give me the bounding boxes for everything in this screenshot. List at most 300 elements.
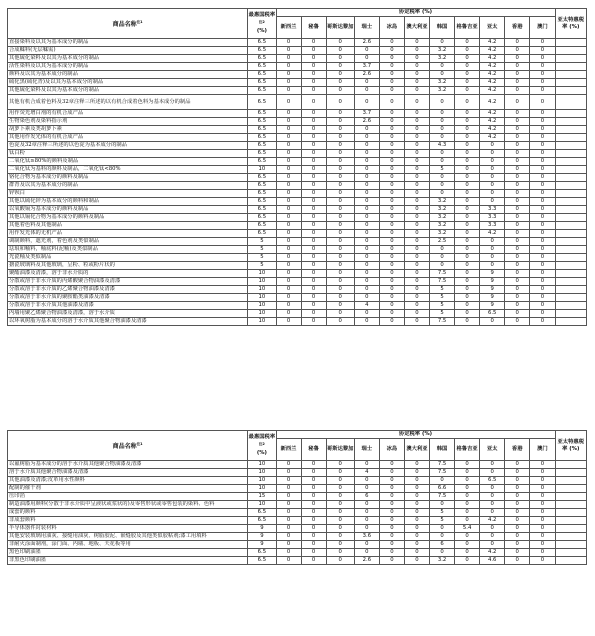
rate-cell: 0 <box>354 95 379 110</box>
country-header: 冰岛 <box>379 17 404 39</box>
rate-cell: 0 <box>301 525 326 533</box>
rate-cell: 2.6 <box>354 71 379 79</box>
rate-cell: 4 <box>354 469 379 477</box>
table-row <box>8 182 587 190</box>
rate-cell: 0 <box>505 557 530 565</box>
table-row <box>8 47 587 55</box>
rate-cell: 0 <box>530 118 555 126</box>
rate-cell: 0 <box>455 238 480 246</box>
country-header: 秘鲁 <box>301 439 326 461</box>
rate-cell: 6.6 <box>430 485 455 493</box>
table-row <box>8 71 587 79</box>
rate-cell: 0 <box>301 182 326 190</box>
rate-cell <box>555 190 587 198</box>
rate-cell <box>555 501 587 509</box>
rate-cell: 6.5 <box>248 150 276 158</box>
rate-cell: 0 <box>379 549 404 557</box>
table-row <box>8 150 587 158</box>
product-name-cell: 直接染料及以其为基本成分的制品 <box>8 39 248 47</box>
rate-cell <box>555 469 587 477</box>
rate-cell <box>555 142 587 150</box>
rate-cell: 0 <box>480 262 505 270</box>
rate-cell <box>555 87 587 95</box>
rate-cell: 10 <box>248 469 276 477</box>
rate-cell: 0 <box>505 142 530 150</box>
table-row <box>8 118 587 126</box>
rate-cell: 5 <box>248 254 276 262</box>
rate-cell: 0 <box>430 190 455 198</box>
rate-cell: 5.4 <box>455 525 480 533</box>
rate-cell: 0 <box>276 493 301 501</box>
rate-cell: 0 <box>455 198 480 206</box>
rate-cell: 3.6 <box>354 533 379 541</box>
rate-cell: 0 <box>404 541 429 549</box>
rate-cell: 0 <box>276 150 301 158</box>
rate-cell: 0 <box>404 142 429 150</box>
rate-cell: 0 <box>379 206 404 214</box>
rate-cell: 0 <box>301 158 326 166</box>
rate-cell: 9 <box>248 525 276 533</box>
rate-cell: 0 <box>455 55 480 63</box>
rate-cell: 0 <box>276 501 301 509</box>
rate-cell: 5 <box>430 286 455 294</box>
country-header: 澳大利亚 <box>404 17 429 39</box>
rate-cell: 0 <box>276 557 301 565</box>
rate-cell: 0 <box>379 485 404 493</box>
rate-cell: 0 <box>276 222 301 230</box>
rate-cell: 0 <box>301 557 326 565</box>
apta-header: 亚太特惠税率 (%) <box>555 9 587 39</box>
rate-cell: 0 <box>301 485 326 493</box>
rate-cell: 0 <box>480 238 505 246</box>
rate-cell: 9 <box>480 294 505 302</box>
product-name-cell: 颜料及以其为基本成分的制品 <box>8 71 248 79</box>
rate-cell: 5 <box>248 246 276 254</box>
rate-cell <box>555 182 587 190</box>
rate-cell <box>555 270 587 278</box>
rate-cell: 9 <box>480 270 505 278</box>
table-row <box>8 286 587 294</box>
country-header: 韩国 <box>430 17 455 39</box>
rate-cell: 0 <box>379 517 404 525</box>
rate-cell: 0 <box>354 549 379 557</box>
rate-cell: 0 <box>301 477 326 485</box>
name-header: 商品名称$^{注1}$ <box>8 9 248 39</box>
rate-cell: 0 <box>301 541 326 549</box>
rate-cell: 0 <box>530 533 555 541</box>
rate-cell: 0 <box>379 525 404 533</box>
rate-cell: 0 <box>326 79 354 87</box>
rate-cell: 0 <box>301 318 326 326</box>
rate-cell: 6.5 <box>248 118 276 126</box>
rate-cell: 0 <box>455 278 480 286</box>
rate-cell: 0 <box>326 39 354 47</box>
rate-cell: 7.5 <box>430 318 455 326</box>
rate-cell: 0 <box>480 166 505 174</box>
rate-cell: 0 <box>276 110 301 118</box>
country-header: 澳大利亚 <box>404 439 429 461</box>
rate-cell: 6.5 <box>248 174 276 182</box>
rate-cell: 0 <box>430 477 455 485</box>
rate-cell: 5 <box>430 294 455 302</box>
rate-cell: 0 <box>326 541 354 549</box>
rate-cell: 0 <box>379 230 404 238</box>
rate-cell: 0 <box>354 214 379 222</box>
rate-cell: 0 <box>404 493 429 501</box>
product-name-cell: 其他硫化染料及以其为基本成分的制品 <box>8 55 248 63</box>
rate-cell: 0 <box>430 126 455 134</box>
product-name-cell: 以氧酸镉为基本成分的颜料及制品 <box>8 206 248 214</box>
rate-cell: 0 <box>404 469 429 477</box>
rate-cell: 6.5 <box>248 47 276 55</box>
rate-cell: 0 <box>301 238 326 246</box>
rate-cell: 0 <box>505 87 530 95</box>
rate-cell: 0 <box>404 294 429 302</box>
product-name-cell: 用作发光体的无机产品 <box>8 230 248 238</box>
rate-cell: 0 <box>379 95 404 110</box>
rate-cell: 0 <box>301 174 326 182</box>
rate-cell: 2.6 <box>354 557 379 565</box>
product-name-cell: 分散或溶于非水介质的丙烯酸聚合物油漆及清漆 <box>8 278 248 286</box>
rate-cell: 0 <box>379 557 404 565</box>
table-row <box>8 541 587 549</box>
product-name-cell: 压印箔 <box>8 493 248 501</box>
rate-cell: 6 <box>354 493 379 501</box>
rate-cell: 6.5 <box>248 55 276 63</box>
rate-cell: 0 <box>530 557 555 565</box>
rate-cell: 0 <box>379 47 404 55</box>
rate-cell: 0 <box>480 182 505 190</box>
rate-cell: 0 <box>354 525 379 533</box>
country-header: 亚太 <box>480 17 505 39</box>
rate-cell <box>555 493 587 501</box>
rate-cell <box>555 222 587 230</box>
rate-cell: 0 <box>326 71 354 79</box>
table-row <box>8 517 587 525</box>
rate-cell: 0 <box>276 469 301 477</box>
rate-cell: 4.2 <box>480 47 505 55</box>
table-row <box>8 270 587 278</box>
table-row <box>8 222 587 230</box>
rate-cell <box>555 134 587 142</box>
rate-cell: 0 <box>326 501 354 509</box>
rate-cell: 0 <box>505 174 530 182</box>
rate-cell <box>555 533 587 541</box>
rate-cell <box>555 525 587 533</box>
rate-cell: 0 <box>301 63 326 71</box>
rate-cell: 0 <box>404 55 429 63</box>
rate-cell: 0 <box>326 150 354 158</box>
rate-cell <box>555 318 587 326</box>
rate-cell: 0 <box>530 485 555 493</box>
rate-cell: 0 <box>505 230 530 238</box>
rate-cell: 0 <box>530 238 555 246</box>
rate-cell: 10 <box>248 477 276 485</box>
rate-cell: 0 <box>430 182 455 190</box>
product-name-cell: 其他硫化染料及以其为基本成分的制品 <box>8 87 248 95</box>
product-name-cell: 成套的颜料 <box>8 509 248 517</box>
rate-cell: 0 <box>326 47 354 55</box>
rate-cell: 0 <box>480 158 505 166</box>
rate-cell: 0 <box>354 206 379 214</box>
rate-cell: 0 <box>276 190 301 198</box>
rate-cell: 0 <box>505 493 530 501</box>
rate-cell: 0 <box>354 238 379 246</box>
rate-cell: 0 <box>379 302 404 310</box>
rate-cell: 15 <box>248 493 276 501</box>
table-row <box>8 549 587 557</box>
rate-cell: 9 <box>480 286 505 294</box>
rate-cell: 0 <box>276 126 301 134</box>
rate-cell: 0 <box>505 461 530 469</box>
rate-cell: 0 <box>379 222 404 230</box>
rate-cell: 0 <box>276 206 301 214</box>
rate-cell: 2.6 <box>354 39 379 47</box>
rate-cell: 0 <box>379 310 404 318</box>
rate-cell: 6.5 <box>248 63 276 71</box>
rate-cell: 0 <box>430 63 455 71</box>
rate-cell: 0 <box>354 150 379 158</box>
rate-cell: 0 <box>455 134 480 142</box>
rate-cell: 0 <box>404 63 429 71</box>
rate-cell: 0 <box>505 71 530 79</box>
rate-cell: 0 <box>455 254 480 262</box>
table-row <box>8 63 587 71</box>
rate-cell: 0 <box>530 262 555 270</box>
rate-cell: 0 <box>326 110 354 118</box>
rate-cell <box>555 47 587 55</box>
rate-cell: 0 <box>379 87 404 95</box>
rate-cell: 10 <box>248 318 276 326</box>
product-name-cell: 溶于水介质其他聚合物油漆及清漆 <box>8 469 248 477</box>
rate-cell: 0 <box>326 190 354 198</box>
rate-cell: 5 <box>430 302 455 310</box>
rate-cell: 0 <box>301 469 326 477</box>
rate-cell: 0 <box>480 254 505 262</box>
rate-cell: 0 <box>505 214 530 222</box>
rate-cell: 0 <box>404 525 429 533</box>
rate-cell: 10 <box>248 166 276 174</box>
table-row <box>8 557 587 565</box>
rate-cell <box>555 110 587 118</box>
rate-cell: 0 <box>301 509 326 517</box>
rate-cell: 0 <box>530 158 555 166</box>
rate-cell: 0 <box>301 166 326 174</box>
rate-cell: 0 <box>276 549 301 557</box>
table-row <box>8 110 587 118</box>
rate-cell: 0 <box>276 87 301 95</box>
rate-cell: 0 <box>530 190 555 198</box>
rate-cell: 0 <box>354 501 379 509</box>
rate-cell: 0 <box>480 509 505 517</box>
rate-cell: 0 <box>326 142 354 150</box>
rate-cell: 7.5 <box>430 270 455 278</box>
rate-cell: 0 <box>326 318 354 326</box>
rate-cell: 0 <box>530 79 555 87</box>
rate-cell: 0 <box>404 110 429 118</box>
rate-cell: 6.5 <box>480 310 505 318</box>
rate-cell: 4.2 <box>480 39 505 47</box>
rate-cell: 0 <box>530 270 555 278</box>
rate-cell: 0 <box>530 174 555 182</box>
rate-cell: 0 <box>301 206 326 214</box>
rate-cell: 0 <box>530 110 555 118</box>
rate-cell: 6.5 <box>248 126 276 134</box>
rate-cell: 0 <box>505 278 530 286</box>
rate-cell: 0 <box>301 294 326 302</box>
rate-cell: 0 <box>455 63 480 71</box>
rate-cell: 0 <box>530 142 555 150</box>
rate-cell: 0 <box>505 222 530 230</box>
rate-cell: 0 <box>455 485 480 493</box>
rate-cell: 0 <box>404 47 429 55</box>
rate-cell: 0 <box>326 166 354 174</box>
rate-cell: 0 <box>480 318 505 326</box>
product-name-cell: 合成鞣料(无层鞣需) <box>8 47 248 55</box>
rate-cell: 0 <box>354 254 379 262</box>
rate-cell: 0 <box>530 198 555 206</box>
rate-cell: 6.5 <box>248 39 276 47</box>
rate-cell: 0 <box>276 95 301 110</box>
rate-cell: 5 <box>430 509 455 517</box>
rate-cell: 0 <box>505 533 530 541</box>
rate-cell: 0 <box>354 517 379 525</box>
rate-cell: 0 <box>505 485 530 493</box>
table-row <box>8 254 587 262</box>
tariff-table-2 <box>7 430 587 565</box>
rate-cell: 0 <box>379 493 404 501</box>
rate-cell: 0 <box>354 286 379 294</box>
rate-cell: 0 <box>326 55 354 63</box>
rate-cell <box>555 71 587 79</box>
rate-cell: 0 <box>301 302 326 310</box>
rate-cell: 0 <box>455 222 480 230</box>
rate-cell: 0 <box>379 55 404 63</box>
rate-cell: 6.5 <box>248 549 276 557</box>
rate-cell: 0 <box>326 286 354 294</box>
rate-cell: 0 <box>480 142 505 150</box>
product-name-cell: 色淀及32章注释三所述的以色淀为基本成分的制品 <box>8 142 248 150</box>
rate-cell: 0 <box>379 318 404 326</box>
rate-cell: 0 <box>354 55 379 63</box>
rate-cell: 0 <box>276 39 301 47</box>
table-row <box>8 79 587 87</box>
rate-cell: 4.2 <box>480 71 505 79</box>
rate-cell: 0 <box>480 501 505 509</box>
rate-cell: 6.5 <box>248 206 276 214</box>
rate-cell: 0 <box>530 246 555 254</box>
rate-cell <box>555 262 587 270</box>
agreement-header: 协定税率 (%) <box>276 9 555 17</box>
rate-cell: 0 <box>301 493 326 501</box>
rate-cell: 0 <box>276 246 301 254</box>
rate-cell: 0 <box>354 270 379 278</box>
country-header: 新西兰 <box>276 439 301 461</box>
rate-cell: 0 <box>530 230 555 238</box>
rate-cell: 2.5 <box>430 238 455 246</box>
mfn-header: 最惠国税率$^{注2}$ (%) <box>248 431 276 461</box>
rate-cell: 0 <box>354 485 379 493</box>
rate-cell: 0 <box>530 47 555 55</box>
rate-cell: 0 <box>530 206 555 214</box>
product-name-cell: 黑色印刷油墨 <box>8 549 248 557</box>
rate-cell: 0 <box>404 477 429 485</box>
rate-cell: 0 <box>301 286 326 294</box>
rate-cell: 0 <box>530 286 555 294</box>
product-name-cell: 二氧化钛为基料的颜料及制品，二氧化钛<80% <box>8 166 248 174</box>
rate-cell: 6.5 <box>248 134 276 142</box>
rate-cell: 0 <box>455 557 480 565</box>
rate-cell: 6.5 <box>248 517 276 525</box>
rate-cell: 0 <box>301 71 326 79</box>
product-name-cell: 用作荧光增白剂的有机合成产品 <box>8 110 248 118</box>
rate-cell: 0 <box>404 557 429 565</box>
rate-cell: 0 <box>326 509 354 517</box>
rate-cell: 4.2 <box>480 118 505 126</box>
table-row <box>8 142 587 150</box>
rate-cell: 0 <box>276 318 301 326</box>
rate-cell: 6.5 <box>248 509 276 517</box>
rate-cell: 0 <box>276 142 301 150</box>
rate-cell: 7.5 <box>430 493 455 501</box>
product-name-cell: 非耐火涂面制剂，涂门面、内墙、地板、天花板等用 <box>8 541 248 549</box>
rate-cell: 0 <box>455 190 480 198</box>
rate-cell: 0 <box>301 310 326 318</box>
rate-cell: 0 <box>326 262 354 270</box>
rate-cell: 0 <box>530 549 555 557</box>
rate-cell: 0 <box>505 198 530 206</box>
rate-cell: 0 <box>505 294 530 302</box>
rate-cell: 0 <box>430 150 455 158</box>
mfn-header: 最惠国税率$^{注2}$ (%) <box>248 9 276 39</box>
rate-cell: 0 <box>379 182 404 190</box>
rate-cell: 0 <box>455 469 480 477</box>
country-header: 瑞士 <box>354 439 379 461</box>
rate-cell: 0 <box>354 126 379 134</box>
rate-cell: 0 <box>354 134 379 142</box>
product-name-cell: 活性染料及以其为基本成分的制品 <box>8 63 248 71</box>
rate-cell: 0 <box>326 87 354 95</box>
rate-cell: 0 <box>276 79 301 87</box>
rate-cell <box>555 461 587 469</box>
rate-cell: 0 <box>430 525 455 533</box>
rate-cell: 0 <box>326 461 354 469</box>
table-row <box>8 39 587 47</box>
rate-cell: 9 <box>480 302 505 310</box>
rate-cell: 5 <box>430 517 455 525</box>
rate-cell: 0 <box>326 517 354 525</box>
rate-cell: 10 <box>248 278 276 286</box>
rate-cell: 6.5 <box>480 477 505 485</box>
rate-cell: 0 <box>301 95 326 110</box>
rate-cell: 0 <box>404 95 429 110</box>
rate-cell: 6.5 <box>248 230 276 238</box>
rate-cell: 4.3 <box>430 142 455 150</box>
rate-cell: 0 <box>276 230 301 238</box>
rate-cell <box>555 206 587 214</box>
rate-cell: 0 <box>379 166 404 174</box>
rate-cell: 4.2 <box>480 110 505 118</box>
rate-cell: 0 <box>404 254 429 262</box>
rate-cell: 6.5 <box>248 158 276 166</box>
rate-cell: 2.6 <box>354 118 379 126</box>
table-row <box>8 206 587 214</box>
rate-cell: 10 <box>248 286 276 294</box>
rate-cell: 0 <box>404 190 429 198</box>
rate-cell: 0 <box>530 55 555 63</box>
rate-cell: 0 <box>301 501 326 509</box>
country-header: 新西兰 <box>276 17 301 39</box>
